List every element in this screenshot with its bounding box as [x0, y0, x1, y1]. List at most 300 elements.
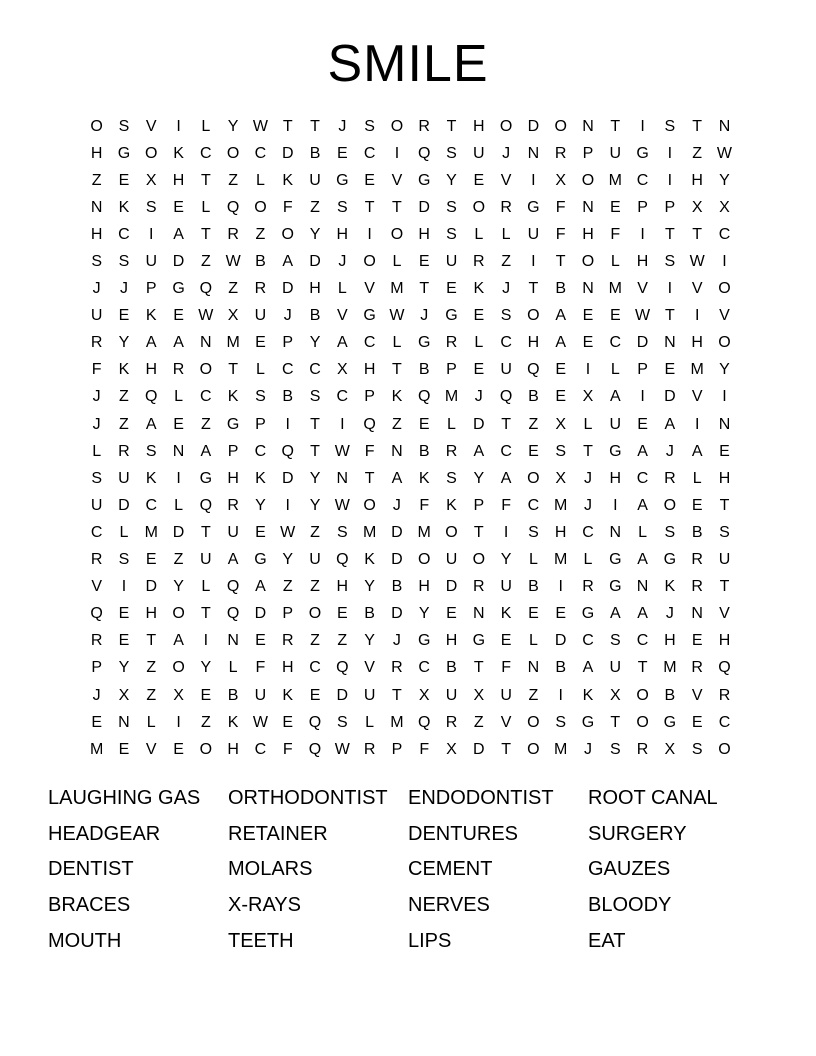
- grid-letter[interactable]: A: [637, 496, 648, 514]
- grid-letter[interactable]: S: [555, 713, 567, 731]
- grid-letter[interactable]: X: [664, 740, 676, 758]
- grid-letter[interactable]: E: [255, 523, 266, 541]
- grid-letter[interactable]: Y: [719, 361, 730, 379]
- grid-letter[interactable]: U: [254, 307, 267, 325]
- grid-letter[interactable]: T: [610, 713, 621, 731]
- grid-letter[interactable]: C: [500, 334, 512, 352]
- grid-letter[interactable]: E: [145, 551, 157, 569]
- grid-letter[interactable]: R: [718, 686, 731, 704]
- grid-letter[interactable]: H: [309, 280, 321, 298]
- grid-letter[interactable]: E: [555, 361, 567, 379]
- grid-letter[interactable]: Z: [119, 415, 129, 433]
- grid-letter[interactable]: Z: [692, 144, 703, 162]
- grid-letter[interactable]: K: [446, 496, 457, 514]
- grid-letter[interactable]: O: [254, 198, 267, 216]
- grid-letter[interactable]: N: [609, 523, 622, 541]
- grid-letter[interactable]: S: [555, 442, 567, 460]
- grid-letter[interactable]: P: [473, 496, 485, 514]
- grid-letter[interactable]: J: [474, 388, 483, 406]
- grid-letter[interactable]: B: [418, 442, 430, 460]
- grid-letter[interactable]: K: [391, 388, 403, 406]
- grid-letter[interactable]: Q: [145, 388, 158, 406]
- grid-letter[interactable]: Y: [118, 334, 130, 352]
- grid-letter[interactable]: J: [283, 307, 292, 325]
- grid-letter[interactable]: O: [363, 253, 376, 271]
- grid-letter[interactable]: G: [445, 307, 458, 325]
- grid-letter[interactable]: N: [527, 144, 540, 162]
- grid-letter[interactable]: M: [554, 551, 568, 569]
- grid-letter[interactable]: O: [636, 686, 649, 704]
- grid-letter[interactable]: J: [92, 686, 101, 704]
- grid-letter[interactable]: G: [663, 713, 677, 731]
- grid-letter[interactable]: Z: [310, 578, 320, 596]
- grid-letter[interactable]: F: [501, 659, 511, 677]
- grid-letter[interactable]: L: [474, 225, 484, 243]
- grid-letter[interactable]: K: [282, 171, 294, 189]
- grid-letter[interactable]: Z: [255, 225, 266, 243]
- grid-letter[interactable]: W: [635, 307, 651, 325]
- grid-letter[interactable]: L: [255, 361, 265, 379]
- grid-letter[interactable]: Q: [90, 605, 103, 623]
- grid-letter[interactable]: J: [338, 253, 347, 271]
- grid-letter[interactable]: E: [473, 361, 485, 379]
- grid-letter[interactable]: S: [446, 469, 457, 487]
- grid-letter[interactable]: R: [227, 225, 239, 243]
- grid-letter[interactable]: C: [118, 225, 130, 243]
- grid-letter[interactable]: E: [91, 713, 102, 731]
- grid-letter[interactable]: E: [173, 415, 184, 433]
- grid-letter[interactable]: A: [200, 442, 212, 460]
- grid-letter[interactable]: U: [609, 659, 622, 677]
- grid-letter[interactable]: Y: [364, 632, 375, 650]
- grid-letter[interactable]: W: [334, 740, 350, 758]
- grid-letter[interactable]: H: [554, 523, 567, 541]
- grid-letter[interactable]: V: [691, 388, 703, 406]
- grid-letter[interactable]: T: [419, 280, 430, 298]
- grid-letter[interactable]: M: [608, 280, 622, 298]
- grid-letter[interactable]: P: [145, 280, 157, 298]
- grid-letter[interactable]: H: [145, 361, 158, 379]
- grid-letter[interactable]: A: [336, 334, 348, 352]
- grid-letter[interactable]: V: [91, 578, 102, 596]
- grid-letter[interactable]: E: [691, 713, 703, 731]
- grid-letter[interactable]: H: [527, 334, 540, 352]
- grid-letter[interactable]: K: [582, 686, 594, 704]
- grid-letter[interactable]: U: [90, 496, 103, 514]
- grid-letter[interactable]: T: [719, 496, 730, 514]
- grid-letter[interactable]: X: [227, 307, 239, 325]
- grid-letter[interactable]: O: [199, 740, 213, 758]
- grid-letter[interactable]: G: [172, 280, 185, 298]
- letter-grid[interactable]: [83, 113, 740, 763]
- grid-letter[interactable]: Z: [528, 686, 539, 704]
- grid-letter[interactable]: M: [690, 361, 704, 379]
- grid-letter[interactable]: L: [337, 280, 347, 298]
- grid-letter[interactable]: Q: [417, 713, 431, 731]
- grid-letter[interactable]: M: [390, 713, 404, 731]
- grid-letter[interactable]: K: [145, 307, 157, 325]
- grid-letter[interactable]: E: [173, 740, 184, 758]
- grid-letter[interactable]: F: [364, 442, 375, 460]
- grid-letter[interactable]: B: [364, 605, 375, 623]
- grid-letter[interactable]: Z: [173, 551, 184, 569]
- grid-letter[interactable]: C: [527, 496, 540, 514]
- grid-letter[interactable]: Q: [417, 144, 431, 162]
- grid-letter[interactable]: O: [445, 523, 458, 541]
- grid-letter[interactable]: R: [445, 713, 458, 731]
- grid-letter[interactable]: H: [691, 334, 703, 352]
- grid-letter[interactable]: I: [694, 307, 700, 325]
- grid-letter[interactable]: L: [174, 388, 183, 406]
- grid-letter[interactable]: H: [336, 578, 349, 596]
- grid-letter[interactable]: V: [500, 713, 512, 731]
- grid-letter[interactable]: Y: [309, 334, 321, 352]
- grid-letter[interactable]: O: [527, 713, 540, 731]
- grid-letter[interactable]: G: [581, 605, 595, 623]
- grid-letter[interactable]: E: [691, 496, 703, 514]
- grid-letter[interactable]: I: [667, 280, 673, 298]
- grid-letter[interactable]: T: [692, 117, 703, 135]
- grid-letter[interactable]: R: [473, 578, 485, 596]
- grid-letter[interactable]: R: [418, 117, 430, 135]
- grid-letter[interactable]: G: [417, 334, 431, 352]
- grid-letter[interactable]: I: [149, 225, 154, 243]
- grid-letter[interactable]: L: [474, 334, 484, 352]
- grid-letter[interactable]: U: [227, 523, 239, 541]
- grid-letter[interactable]: U: [309, 551, 321, 569]
- grid-letter[interactable]: I: [640, 225, 645, 243]
- grid-letter[interactable]: D: [418, 198, 430, 216]
- grid-letter[interactable]: E: [609, 198, 621, 216]
- grid-letter[interactable]: E: [582, 334, 594, 352]
- grid-letter[interactable]: N: [582, 280, 594, 298]
- grid-letter[interactable]: S: [91, 469, 102, 487]
- grid-letter[interactable]: A: [227, 551, 239, 569]
- grid-letter[interactable]: S: [664, 253, 676, 271]
- grid-letter[interactable]: D: [309, 253, 321, 271]
- grid-letter[interactable]: U: [363, 686, 376, 704]
- grid-letter[interactable]: I: [285, 415, 290, 433]
- grid-letter[interactable]: T: [473, 659, 484, 677]
- grid-letter[interactable]: B: [528, 388, 539, 406]
- grid-letter[interactable]: H: [473, 117, 485, 135]
- grid-letter[interactable]: K: [227, 388, 239, 406]
- grid-letter[interactable]: R: [554, 144, 567, 162]
- grid-letter[interactable]: K: [118, 361, 130, 379]
- grid-letter[interactable]: B: [255, 253, 266, 271]
- grid-letter[interactable]: L: [610, 253, 620, 271]
- grid-letter[interactable]: U: [445, 551, 458, 569]
- grid-letter[interactable]: Q: [226, 578, 240, 596]
- grid-letter[interactable]: S: [664, 117, 676, 135]
- grid-letter[interactable]: C: [254, 144, 267, 162]
- grid-letter[interactable]: P: [391, 740, 403, 758]
- grid-letter[interactable]: Z: [228, 171, 239, 189]
- grid-letter[interactable]: Q: [336, 551, 349, 569]
- grid-letter[interactable]: K: [282, 686, 294, 704]
- grid-letter[interactable]: W: [252, 117, 268, 135]
- grid-letter[interactable]: H: [691, 171, 703, 189]
- grid-letter[interactable]: P: [255, 415, 266, 433]
- grid-letter[interactable]: W: [716, 144, 733, 162]
- grid-letter[interactable]: R: [582, 578, 594, 596]
- grid-letter[interactable]: X: [145, 171, 157, 189]
- grid-letter[interactable]: E: [173, 307, 184, 325]
- grid-letter[interactable]: Z: [282, 578, 293, 596]
- grid-letter[interactable]: L: [201, 578, 211, 596]
- grid-letter[interactable]: T: [310, 117, 320, 135]
- grid-letter[interactable]: L: [692, 469, 702, 487]
- grid-letter[interactable]: M: [554, 496, 568, 514]
- grid-letter[interactable]: D: [254, 605, 267, 623]
- grid-letter[interactable]: E: [173, 198, 184, 216]
- grid-letter[interactable]: U: [609, 144, 622, 162]
- grid-letter[interactable]: H: [609, 469, 622, 487]
- grid-letter[interactable]: S: [609, 740, 621, 758]
- grid-letter[interactable]: S: [145, 442, 157, 460]
- grid-letter[interactable]: I: [394, 144, 400, 162]
- grid-letter[interactable]: U: [118, 469, 130, 487]
- grid-letter[interactable]: S: [145, 198, 157, 216]
- grid-letter[interactable]: B: [664, 686, 676, 704]
- grid-letter[interactable]: C: [200, 144, 212, 162]
- grid-letter[interactable]: S: [336, 713, 348, 731]
- grid-letter[interactable]: C: [336, 388, 349, 406]
- grid-letter[interactable]: J: [583, 469, 592, 487]
- grid-letter[interactable]: O: [472, 198, 486, 216]
- grid-letter[interactable]: P: [364, 388, 375, 406]
- grid-letter[interactable]: I: [531, 253, 536, 271]
- grid-letter[interactable]: O: [527, 307, 540, 325]
- grid-letter[interactable]: Y: [173, 578, 184, 596]
- grid-letter[interactable]: G: [609, 442, 622, 460]
- grid-letter[interactable]: L: [174, 496, 183, 514]
- grid-letter[interactable]: V: [500, 171, 512, 189]
- grid-letter[interactable]: X: [118, 686, 130, 704]
- grid-letter[interactable]: Q: [417, 388, 431, 406]
- grid-letter[interactable]: T: [364, 469, 375, 487]
- grid-letter[interactable]: P: [91, 659, 102, 677]
- grid-letter[interactable]: Y: [364, 578, 375, 596]
- grid-letter[interactable]: M: [417, 523, 431, 541]
- grid-letter[interactable]: G: [609, 551, 622, 569]
- grid-letter[interactable]: E: [418, 415, 430, 433]
- grid-letter[interactable]: M: [608, 171, 622, 189]
- grid-letter[interactable]: A: [582, 659, 594, 677]
- grid-letter[interactable]: E: [336, 605, 348, 623]
- grid-letter[interactable]: I: [367, 225, 372, 243]
- grid-letter[interactable]: F: [610, 225, 621, 243]
- grid-letter[interactable]: Q: [363, 415, 376, 433]
- grid-letter[interactable]: W: [198, 307, 214, 325]
- grid-letter[interactable]: C: [281, 361, 294, 379]
- grid-letter[interactable]: A: [255, 578, 266, 596]
- grid-letter[interactable]: E: [255, 632, 266, 650]
- grid-letter[interactable]: A: [555, 307, 567, 325]
- grid-letter[interactable]: S: [118, 117, 130, 135]
- grid-letter[interactable]: Z: [528, 415, 539, 433]
- grid-letter[interactable]: V: [719, 605, 730, 623]
- grid-letter[interactable]: H: [445, 632, 458, 650]
- grid-letter[interactable]: N: [227, 632, 239, 650]
- grid-letter[interactable]: U: [445, 253, 458, 271]
- grid-letter[interactable]: S: [500, 307, 512, 325]
- grid-letter[interactable]: P: [282, 605, 294, 623]
- grid-letter[interactable]: J: [583, 496, 592, 514]
- grid-letter[interactable]: T: [364, 198, 375, 216]
- grid-letter[interactable]: T: [200, 605, 211, 623]
- grid-letter[interactable]: O: [390, 225, 404, 243]
- grid-letter[interactable]: N: [664, 334, 676, 352]
- grid-letter[interactable]: Y: [227, 117, 239, 135]
- grid-letter[interactable]: P: [227, 442, 239, 460]
- grid-letter[interactable]: T: [228, 361, 239, 379]
- grid-letter[interactable]: W: [689, 253, 705, 271]
- grid-letter[interactable]: C: [309, 361, 321, 379]
- grid-letter[interactable]: D: [281, 280, 294, 298]
- grid-letter[interactable]: C: [718, 225, 731, 243]
- grid-letter[interactable]: H: [227, 469, 239, 487]
- grid-letter[interactable]: O: [390, 117, 404, 135]
- grid-letter[interactable]: L: [583, 415, 593, 433]
- grid-letter[interactable]: T: [473, 523, 484, 541]
- grid-letter[interactable]: L: [228, 659, 238, 677]
- grid-letter[interactable]: L: [528, 632, 538, 650]
- grid-letter[interactable]: R: [90, 551, 103, 569]
- grid-letter[interactable]: D: [554, 632, 567, 650]
- grid-letter[interactable]: C: [90, 523, 103, 541]
- grid-letter[interactable]: T: [664, 307, 675, 325]
- grid-letter[interactable]: O: [472, 551, 486, 569]
- grid-letter[interactable]: Y: [418, 605, 430, 623]
- grid-letter[interactable]: I: [667, 144, 673, 162]
- grid-letter[interactable]: S: [446, 225, 457, 243]
- grid-letter[interactable]: E: [446, 280, 457, 298]
- grid-letter[interactable]: O: [527, 469, 540, 487]
- grid-letter[interactable]: J: [392, 632, 401, 650]
- grid-letter[interactable]: O: [499, 117, 513, 135]
- grid-letter[interactable]: B: [391, 578, 403, 596]
- grid-letter[interactable]: V: [145, 117, 157, 135]
- grid-letter[interactable]: E: [528, 605, 539, 623]
- grid-letter[interactable]: B: [555, 659, 567, 677]
- grid-letter[interactable]: D: [172, 523, 185, 541]
- grid-letter[interactable]: E: [637, 415, 648, 433]
- grid-letter[interactable]: Q: [499, 388, 513, 406]
- grid-letter[interactable]: G: [199, 469, 213, 487]
- grid-letter[interactable]: K: [500, 605, 512, 623]
- grid-letter[interactable]: Q: [308, 740, 322, 758]
- grid-letter[interactable]: A: [609, 388, 621, 406]
- grid-letter[interactable]: S: [364, 117, 375, 135]
- grid-letter[interactable]: T: [719, 578, 730, 596]
- grid-letter[interactable]: L: [447, 415, 456, 433]
- grid-letter[interactable]: E: [664, 361, 676, 379]
- grid-letter[interactable]: G: [636, 144, 649, 162]
- grid-letter[interactable]: J: [392, 496, 401, 514]
- grid-letter[interactable]: I: [340, 415, 345, 433]
- grid-letter[interactable]: S: [446, 198, 457, 216]
- grid-letter[interactable]: I: [640, 117, 645, 135]
- grid-letter[interactable]: E: [364, 171, 375, 189]
- grid-letter[interactable]: K: [473, 280, 485, 298]
- grid-letter[interactable]: Z: [200, 253, 211, 271]
- grid-letter[interactable]: N: [172, 442, 185, 460]
- grid-letter[interactable]: L: [119, 523, 129, 541]
- grid-letter[interactable]: V: [145, 740, 157, 758]
- grid-letter[interactable]: S: [719, 523, 730, 541]
- grid-letter[interactable]: M: [390, 280, 404, 298]
- grid-letter[interactable]: G: [254, 551, 267, 569]
- grid-letter[interactable]: Q: [199, 280, 213, 298]
- grid-letter[interactable]: Z: [200, 415, 211, 433]
- grid-letter[interactable]: B: [528, 578, 539, 596]
- grid-letter[interactable]: O: [90, 117, 103, 135]
- grid-letter[interactable]: Z: [119, 388, 129, 406]
- grid-letter[interactable]: Y: [309, 469, 321, 487]
- grid-letter[interactable]: Z: [392, 415, 402, 433]
- grid-letter[interactable]: A: [637, 551, 648, 569]
- grid-letter[interactable]: P: [282, 334, 294, 352]
- grid-letter[interactable]: J: [92, 280, 101, 298]
- grid-letter[interactable]: M: [663, 659, 677, 677]
- grid-letter[interactable]: Q: [336, 659, 349, 677]
- grid-letter[interactable]: V: [336, 307, 348, 325]
- grid-letter[interactable]: G: [117, 144, 131, 162]
- grid-letter[interactable]: L: [501, 225, 511, 243]
- grid-letter[interactable]: A: [145, 415, 157, 433]
- grid-letter[interactable]: H: [90, 144, 103, 162]
- grid-letter[interactable]: A: [391, 469, 403, 487]
- grid-letter[interactable]: C: [200, 388, 212, 406]
- grid-letter[interactable]: E: [118, 307, 130, 325]
- grid-letter[interactable]: A: [473, 442, 485, 460]
- grid-letter[interactable]: K: [227, 713, 239, 731]
- grid-letter[interactable]: T: [583, 442, 593, 460]
- grid-letter[interactable]: A: [691, 442, 703, 460]
- grid-letter[interactable]: D: [391, 523, 403, 541]
- grid-letter[interactable]: E: [200, 686, 212, 704]
- grid-letter[interactable]: B: [309, 144, 321, 162]
- grid-letter[interactable]: Q: [226, 198, 240, 216]
- grid-letter[interactable]: L: [201, 198, 211, 216]
- grid-letter[interactable]: Z: [228, 280, 239, 298]
- grid-letter[interactable]: R: [118, 442, 130, 460]
- grid-letter[interactable]: C: [363, 144, 376, 162]
- grid-letter[interactable]: F: [555, 198, 566, 216]
- grid-letter[interactable]: B: [418, 361, 430, 379]
- grid-letter[interactable]: E: [118, 171, 130, 189]
- grid-letter[interactable]: F: [419, 496, 430, 514]
- grid-letter[interactable]: C: [582, 523, 594, 541]
- grid-letter[interactable]: U: [90, 307, 103, 325]
- grid-letter[interactable]: T: [446, 117, 457, 135]
- grid-letter[interactable]: T: [637, 659, 648, 677]
- grid-letter[interactable]: U: [500, 578, 512, 596]
- grid-letter[interactable]: O: [172, 659, 185, 677]
- grid-letter[interactable]: H: [718, 469, 731, 487]
- grid-letter[interactable]: U: [473, 144, 485, 162]
- grid-letter[interactable]: F: [555, 225, 566, 243]
- grid-letter[interactable]: K: [418, 469, 430, 487]
- grid-letter[interactable]: H: [636, 253, 649, 271]
- grid-letter[interactable]: I: [531, 171, 536, 189]
- grid-letter[interactable]: Z: [310, 523, 320, 541]
- grid-letter[interactable]: D: [391, 551, 403, 569]
- grid-letter[interactable]: Y: [309, 496, 321, 514]
- grid-letter[interactable]: A: [609, 605, 621, 623]
- grid-letter[interactable]: T: [555, 253, 566, 271]
